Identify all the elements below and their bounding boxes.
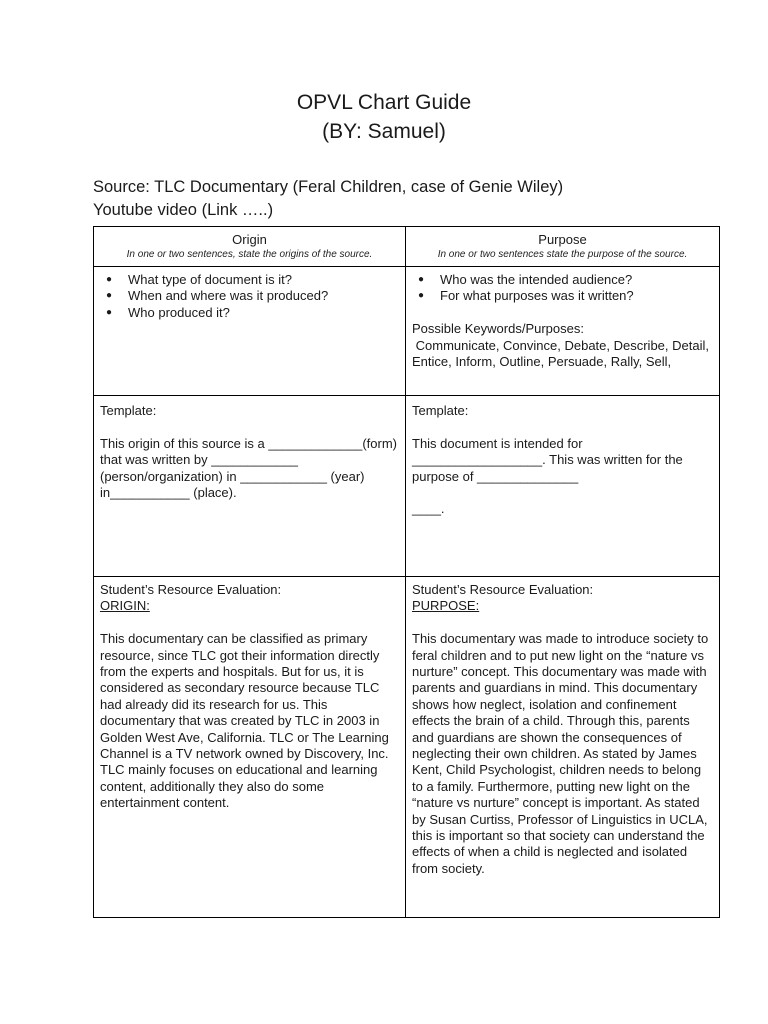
purpose-template-label: Template: <box>412 403 469 418</box>
origin-evaluation-text: This documentary can be classified as primary resource, since TLC got their information directly from the experts and hospitals. But for us, it is considered as secondary resource because TLC had already did its research for us. This documentary that was created by TLC in 2003 in Golden West Ave, California. TLC or The Learning Channel is a TV network owned by Discovery, Inc. TLC mainly focuses on educational and learning content, additionally they also do some entertainment content. <box>100 631 389 811</box>
evaluation-row <box>94 577 720 918</box>
purpose-template-text: This document is intended for __________________. This was written for the purpose of ______________ <box>412 435 683 484</box>
opvl-table <box>93 226 720 918</box>
list-item: ● Who was the intended audience? <box>412 272 713 288</box>
template-row <box>94 396 720 577</box>
origin-questions-cell <box>94 267 406 396</box>
origin-questions-list <box>100 272 399 321</box>
list-item: ● For what purposes was it written? <box>412 288 713 304</box>
origin-template-cell <box>94 396 406 577</box>
page-title: OPVL Chart Guide <box>296 91 472 114</box>
purpose-questions-list <box>412 272 713 305</box>
document-title-block <box>0 88 768 146</box>
source-info <box>93 176 713 222</box>
questions-row <box>94 267 720 396</box>
purpose-evaluation-label: Student’s Resource Evaluation: <box>412 582 594 597</box>
origin-header: Origin <box>232 232 267 247</box>
list-item: ● What type of document is it? <box>100 272 399 288</box>
origin-template-text: This origin of this source is a _____________(form) that was written by ____________ (person/organization) in ____________ (year) in___________ (place). <box>100 435 397 501</box>
purpose-template-tail: ____. <box>412 501 445 517</box>
keywords-text: Communicate, Convince, Debate, Describe, Detail, Entice, Inform, Outline, Persuade, Rally, Sell, <box>412 337 713 370</box>
purpose-template-cell <box>406 396 720 577</box>
list-item: ● When and where was it produced? <box>100 288 399 304</box>
origin-evaluation-label: Student’s Resource Evaluation: <box>100 582 282 597</box>
origin-template-label: Template: <box>100 403 157 418</box>
source-line: Source: TLC Documentary (Feral Children, case of Genie Wiley) <box>93 178 564 196</box>
origin-evaluation-cell <box>94 577 406 918</box>
purpose-subheader: In one or two sentences state the purpose of the source. <box>437 249 688 260</box>
byline: (BY: Samuel) <box>322 120 446 143</box>
keywords-label: Possible Keywords/Purposes: <box>412 321 584 337</box>
purpose-evaluation-cell <box>406 577 720 918</box>
purpose-evaluation-text: This documentary was made to introduce society to feral children and to put new light on the “nature vs nurture” concept. This documentary was made with parents and guardians in mind. This documentary shows how neglect, isolation and confinement effects the brain of a child. Through this, parents and guardians are shown the consequences of neglecting their own children. As stated by James Kent, Child Psychologist, children needs to belong to a family. Furthermore, putting new light on the “nature vs nurture” concept is important. As stated by Susan Curtiss, Professor of Linguistics in UCLA, this is important so that society can understand the effects of when a child is neglected and isolated from society. <box>412 631 709 876</box>
video-line: Youtube video (Link …..) <box>93 201 274 219</box>
purpose-evaluation-heading: PURPOSE: <box>412 598 480 614</box>
purpose-questions-cell <box>406 267 720 396</box>
origin-evaluation-heading: ORIGIN: <box>100 598 150 614</box>
purpose-header-cell <box>406 227 720 267</box>
list-item: ● Who produced it? <box>100 305 399 321</box>
header-row <box>94 227 720 267</box>
purpose-header: Purpose <box>538 232 587 247</box>
origin-header-cell <box>94 227 406 267</box>
origin-subheader: In one or two sentences, state the origins of the source. <box>126 249 373 260</box>
